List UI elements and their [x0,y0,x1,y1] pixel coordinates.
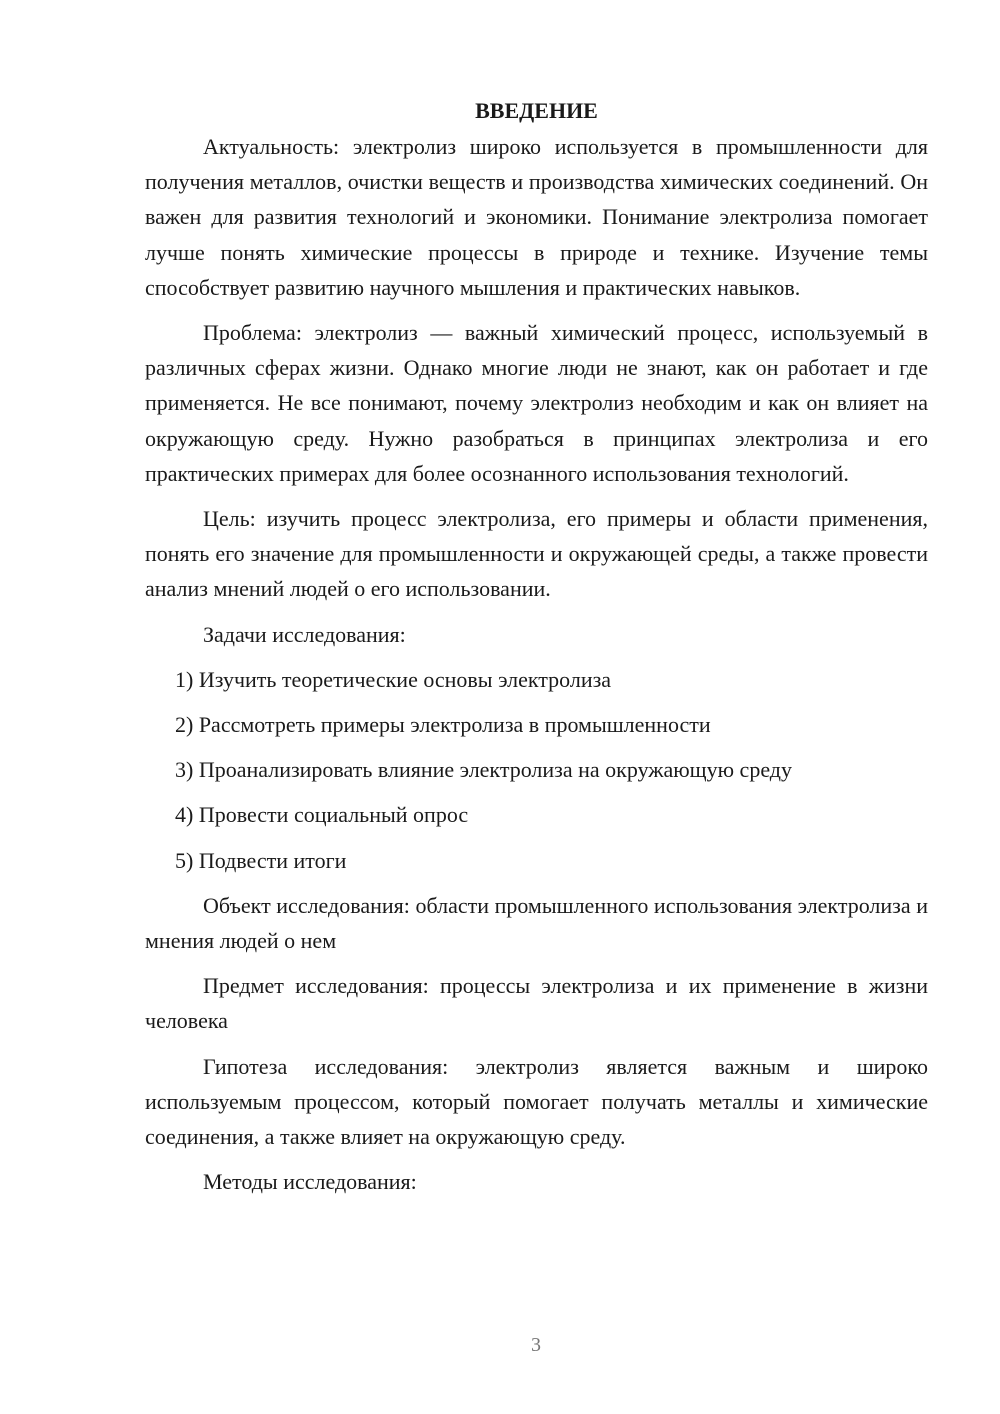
relevance-paragraph: Актуальность: электролиз широко используется в промышленности для получения металлов, очистки веществ и производства химических соединений. Он важен для развития технологий и экономики. Понимание электролиза помогает лучше понять химические процессы в природе и технике. Изучение темы способствует развитию научного мышления и практических навыков. [145,134,928,300]
section-heading: ВВЕДЕНИЕ [475,98,598,123]
tasks-title: Задачи исследования: [203,621,406,647]
subject-paragraph: Предмет исследования: процессы электролиза и их применение в жизни человека [145,973,928,1034]
problem-paragraph: Проблема: электролиз — важный химический процесс, используемый в различных сферах жизни. Однако многие люди не знают, как он работает и где применяется. Не все понимают, почему электролиз необходим и как он влияет на окружающую среду. Нужно разобраться в принципах электролиза и его практических примерах для более осознанного использования технологий. [145,320,928,486]
task-item-1: 1) Изучить теоретические основы электролиза [175,666,612,692]
page-content [145,93,928,1209]
task-list [145,662,928,878]
task-item-2: 2) Рассмотреть примеры электролиза в промышленности [175,712,711,738]
object-paragraph: Объект исследования: области промышленного использования электролиза и мнения людей о нем [145,892,928,954]
task-item-4: 4) Провести социальный опрос [175,802,469,828]
task-item-3: 3) Проанализировать влияние электролиза на окружающую среду [175,757,792,783]
hypothesis-paragraph: Гипотеза исследования: электролиз является важным и широко используемым процессом, который помогает получать металлы и химические соединения, а также влияет на окружающую среду. [145,1053,928,1150]
page-number: 3 [531,1334,541,1356]
methods-title: Методы исследования: [203,1169,417,1195]
goal-paragraph: Цель: изучить процесс электролиза, его примеры и области применения, понять его значение для промышленности и окружающей среды, а также провести анализ мнений людей о его использовании. [145,506,928,602]
task-item-5: 5) Подвести итоги [175,847,347,873]
